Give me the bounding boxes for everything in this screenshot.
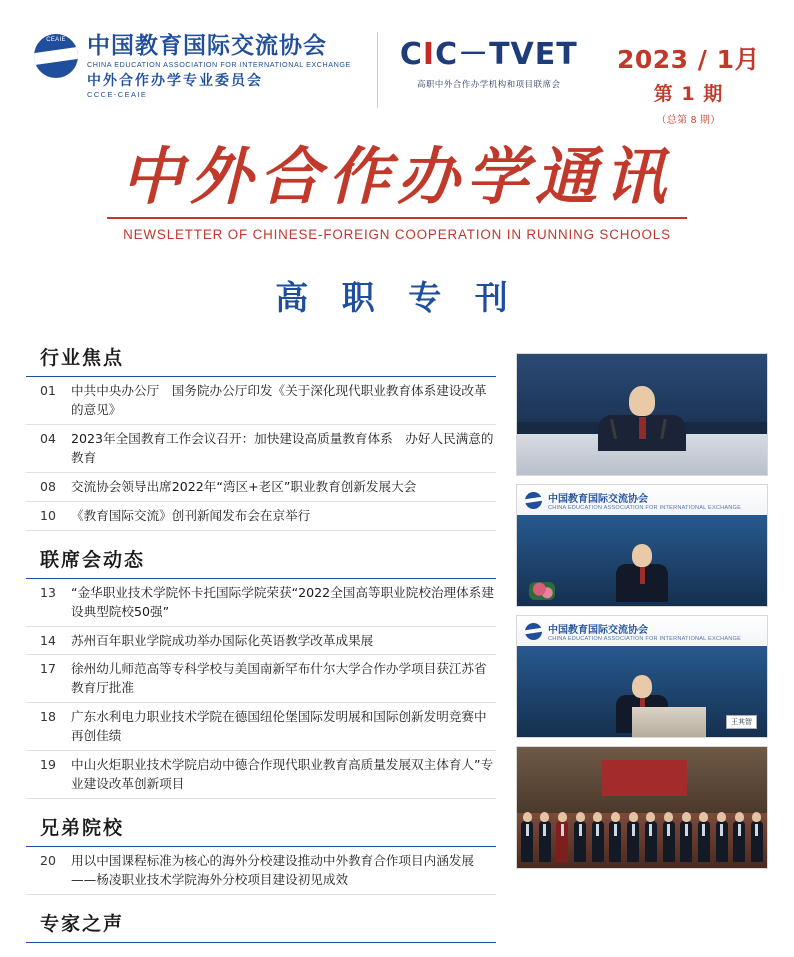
masthead-divider xyxy=(377,32,378,108)
toc-section-industry-focus xyxy=(26,343,496,530)
toc-section-sister-schools xyxy=(26,813,496,895)
seal-text: CEAIE xyxy=(46,37,66,43)
title-rule xyxy=(107,217,687,219)
photo-person-head xyxy=(629,386,655,416)
photo-person xyxy=(680,812,692,862)
list-item[interactable] xyxy=(26,425,496,473)
special-issue-label: 高 职 专 刊 xyxy=(275,278,519,318)
photo-person xyxy=(539,812,551,862)
entry-title: 中共中央办公厅 国务院办公厅印发《关于深化现代职业教育体系建设改革的意见》 xyxy=(71,383,487,418)
entry-page-number: 01 xyxy=(40,383,56,399)
speaker-nameplate: 王其智 xyxy=(726,715,757,729)
photo-speaker-tie xyxy=(640,566,645,584)
photo-person-tie xyxy=(639,417,646,439)
list-item[interactable] xyxy=(26,502,496,531)
photo-people-row xyxy=(521,806,763,862)
entry-page-number: 20 xyxy=(40,852,56,868)
tvet-subtitle: 高职中外合作办学机构和项目联席会 xyxy=(416,79,561,89)
section-heading: 兄弟院校 xyxy=(26,813,496,847)
photo-person xyxy=(556,812,568,862)
list-item[interactable] xyxy=(26,847,496,895)
entry-title: 广东水利电力职业技术学院在德国纽伦堡国际发明展和国际创新发明竞赛中再创佳绩 xyxy=(71,709,487,744)
tvet-logo xyxy=(400,18,578,90)
photo-caption-text: 中国教育国际交流协会 xyxy=(548,493,648,505)
title-block xyxy=(0,142,794,319)
entry-title: 苏州百年职业学院成功举办国际化英语教学改革成果展 xyxy=(71,632,374,648)
group-photo xyxy=(516,746,768,869)
photo-person xyxy=(592,812,604,862)
entry-page-number: 19 xyxy=(40,757,56,773)
entry-page-number: 14 xyxy=(40,632,56,648)
photo-person xyxy=(521,812,533,862)
photo-speaker xyxy=(614,544,670,602)
list-item[interactable] xyxy=(26,655,496,703)
list-item[interactable] xyxy=(26,703,496,751)
entry-title: 《教育国际交流》创刊新闻发布会在京举行 xyxy=(71,507,311,523)
entry-title: 用以中国课程标准为核心的海外分校建设推动中外教育合作项目内涵发展——杨凌职业技术学院海外分校项目建设初见成效 xyxy=(71,852,474,887)
photo-person xyxy=(733,812,745,862)
entry-title: 2023年全国教育工作会议召开：加快建设高质量教育体系 办好人民满意的教育 xyxy=(71,431,494,466)
flower-decoration xyxy=(529,582,555,600)
entry-page-number: 18 xyxy=(40,709,56,725)
entry-title: “金华职业技术学院怀卡托国际学院荣获“2022全国高等职业院校治理体系建设典型院校50强” xyxy=(71,584,494,619)
photo-person xyxy=(716,812,728,862)
issue-date: 2023 / 1月 xyxy=(616,45,760,74)
masthead xyxy=(0,0,794,126)
title-subtitle-en: NEWSLETTER OF CHINESE-FOREIGN COOPERATION IN RUNNING SCHOOLS xyxy=(123,227,671,243)
photo-person xyxy=(751,812,763,862)
entry-page-number: 13 xyxy=(40,584,56,600)
speaker-podium-photo xyxy=(516,615,768,738)
seal-band xyxy=(34,47,78,65)
entry-title: 交流协会领导出席2022年“湾区+老区”职业教育创新发展大会 xyxy=(71,479,417,494)
photo-person xyxy=(609,812,621,862)
tvet-mark-accent: I xyxy=(422,37,436,72)
association-seal-icon xyxy=(525,492,542,509)
photo-person xyxy=(627,812,639,862)
entry-page-number: 04 xyxy=(40,431,56,447)
issue-number: 第 1 期 xyxy=(653,83,724,105)
photo-caption-text: 中国教育国际交流协会 xyxy=(548,624,648,636)
page-title: 中外合作办学通讯 xyxy=(120,140,673,213)
table-of-contents xyxy=(26,343,496,956)
podium xyxy=(632,707,706,737)
association-seal-icon xyxy=(525,623,542,640)
press-conference-photo xyxy=(516,353,768,476)
committee-name-en: CCCE-CEAIE xyxy=(87,90,148,100)
entry-title: 徐州幼儿师范高等专科学校与美国南新罕布什尔大学合作办学项目获江苏省教育厅批准 xyxy=(71,661,487,696)
issue-total: （总第 8 期） xyxy=(656,115,721,126)
section-heading: 联席会动态 xyxy=(26,545,496,579)
list-item[interactable] xyxy=(26,377,496,425)
list-item[interactable] xyxy=(26,473,496,502)
photo-speaker-head xyxy=(632,675,652,698)
entry-page-number: 10 xyxy=(40,507,56,523)
photo-person xyxy=(645,812,657,862)
content-area xyxy=(0,319,794,956)
tvet-mark-tail: C－TVET xyxy=(435,37,578,72)
committee-name-cn: 中外合作办学专业委员会 xyxy=(87,72,263,89)
entry-page-number: 17 xyxy=(40,661,56,677)
photo-speaker-head xyxy=(632,544,652,567)
photo-person xyxy=(574,812,586,862)
toc-section-joint-conference xyxy=(26,545,496,799)
association-seal-icon xyxy=(34,34,78,78)
list-item[interactable] xyxy=(26,751,496,799)
photo-person xyxy=(698,812,710,862)
tvet-wordmark: CIC－TVET xyxy=(399,37,578,72)
photo-caption-subtext: CHINA EDUCATION ASSOCIATION FOR INTERNATIONAL EXCHANGE xyxy=(548,635,742,642)
issue-block xyxy=(617,18,760,126)
association-logo xyxy=(34,18,351,99)
photo-banner xyxy=(602,760,687,796)
association-name-en: CHINA EDUCATION ASSOCIATION FOR INTERNATIONAL EXCHANGE xyxy=(87,60,351,70)
association-name-cn: 中国教育国际交流协会 xyxy=(87,33,327,59)
photo-banner-caption xyxy=(517,485,767,515)
speaker-photo-1 xyxy=(516,484,768,607)
photo-banner-caption xyxy=(517,616,767,646)
list-item[interactable] xyxy=(26,627,496,656)
photo-person xyxy=(663,812,675,862)
list-item[interactable] xyxy=(26,579,496,627)
photo-column xyxy=(516,343,768,956)
photo-caption-subtext: CHINA EDUCATION ASSOCIATION FOR INTERNATIONAL EXCHANGE xyxy=(548,504,742,511)
toc-section-expert-voice xyxy=(26,909,496,943)
section-heading: 专家之声 xyxy=(26,909,496,943)
section-heading: 行业焦点 xyxy=(26,343,496,377)
association-text xyxy=(87,34,351,99)
entry-title: 中山火炬职业技术学院启动中德合作现代职业教育高质量发展双主体育人”专业建设改革创新项目 xyxy=(71,757,494,791)
entry-page-number: 08 xyxy=(40,479,56,494)
